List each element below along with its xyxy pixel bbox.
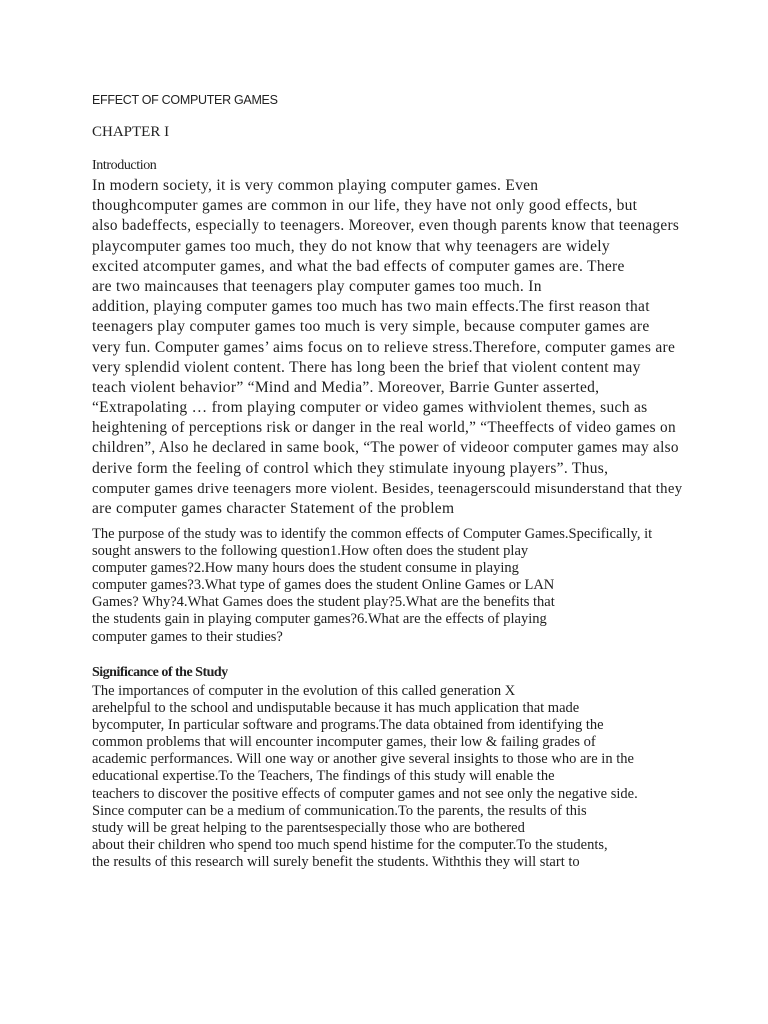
text-line: teachers to discover the positive effects of computer games and not see only the negative side. — [92, 785, 638, 802]
text-line: “Extrapolating … from playing computer or video games withviolent themes, such as — [92, 399, 648, 417]
text-line: addition, playing computer games too much has two main effects.The first reason that — [92, 298, 650, 316]
text-line: thoughcomputer games are common in our life, they have not only good effects, but — [92, 197, 638, 215]
text-line: computer games?3.What type of games does the student Online Games or LAN — [92, 577, 555, 594]
text-line: sought answers to the following question1.How often does the student play — [92, 543, 529, 560]
introduction-heading: Introduction — [92, 158, 157, 173]
text-line: very fun. Computer games’ aims focus on to relieve stress.Therefore, computer games are — [92, 338, 676, 356]
text-line: are computer games character Statement of the problem — [92, 500, 455, 517]
text-line: arehelpful to the school and undisputable because it has much application that made — [92, 700, 580, 717]
text-line: the students gain in playing computer games?6.What are the effects of playing — [92, 611, 547, 628]
chapter-heading: CHAPTER I — [92, 124, 170, 140]
text-line: also badeffects, especially to teenagers. Moreover, even though parents know that teenagers — [92, 217, 680, 235]
text-line: about their children who spend too much spend histime for the computer.To the students, — [92, 836, 608, 853]
significance-paragraph — [92, 683, 682, 871]
purpose-paragraph — [92, 526, 682, 646]
text-line: In modern society, it is very common playing computer games. Even — [92, 177, 539, 194]
text-line: are two maincauses that teenagers play computer games too much. In — [92, 277, 542, 295]
significance-heading: Significance of the Study — [92, 665, 228, 680]
text-line: bycomputer, In particular software and programs.The data obtained from identifying the — [92, 717, 604, 734]
text-line: teenagers play computer games too much is very simple, because computer games are — [92, 318, 650, 336]
text-line: computer games to their studies? — [92, 628, 283, 645]
text-line: excited atcomputer games, and what the bad effects of computer games are. There — [92, 257, 625, 275]
text-line: Games? Why?4.What Games does the student play?5.What are the benefits that — [92, 594, 555, 611]
text-line: heightening of perceptions risk or danger in the real world,” “Theeffects of video games on — [92, 419, 676, 437]
text-line: common problems that will encounter incomputer games, their low & failing grades of — [92, 734, 596, 751]
text-line: The importances of computer in the evolution of this called generation X — [92, 683, 516, 699]
text-line: computer games drive teenagers more violent. Besides, teenagerscould misunderstand that they — [92, 480, 682, 497]
text-line: educational expertise.To the Teachers, The findings of this study will enable the — [92, 768, 555, 785]
text-line: teach violent behavior” “Mind and Media”. Moreover, Barrie Gunter asserted, — [92, 378, 600, 396]
text-line: study will be great helping to the parentsespecially those who are bothered — [92, 819, 525, 836]
text-line: very splendid violent content. There has long been the brief that violent content may — [92, 358, 641, 376]
text-line: computer games?2.How many hours does the student consume in playing — [92, 560, 519, 577]
text-line: derive form the feeling of control which they stimulate inyoung players”. Thus, — [92, 459, 609, 477]
text-line: academic performances. Will one way or another give several insights to those who are in the — [92, 751, 634, 768]
text-line: playcomputer games too much, they do not know that why teenagers are widely — [92, 237, 610, 255]
introduction-paragraph — [92, 176, 682, 519]
text-line: the results of this research will surely benefit the students. Withthis they will start to — [92, 853, 580, 870]
text-line: The purpose of the study was to identify the common effects of Computer Games.Specifically, it — [92, 526, 653, 542]
text-line: children”, Also he declared in same book, “The power of videoor computer games may also — [92, 439, 679, 457]
document-title: EFFECT OF COMPUTER GAMES — [92, 93, 278, 107]
text-line: Since computer can be a medium of communication.To the parents, the results of this — [92, 802, 587, 819]
